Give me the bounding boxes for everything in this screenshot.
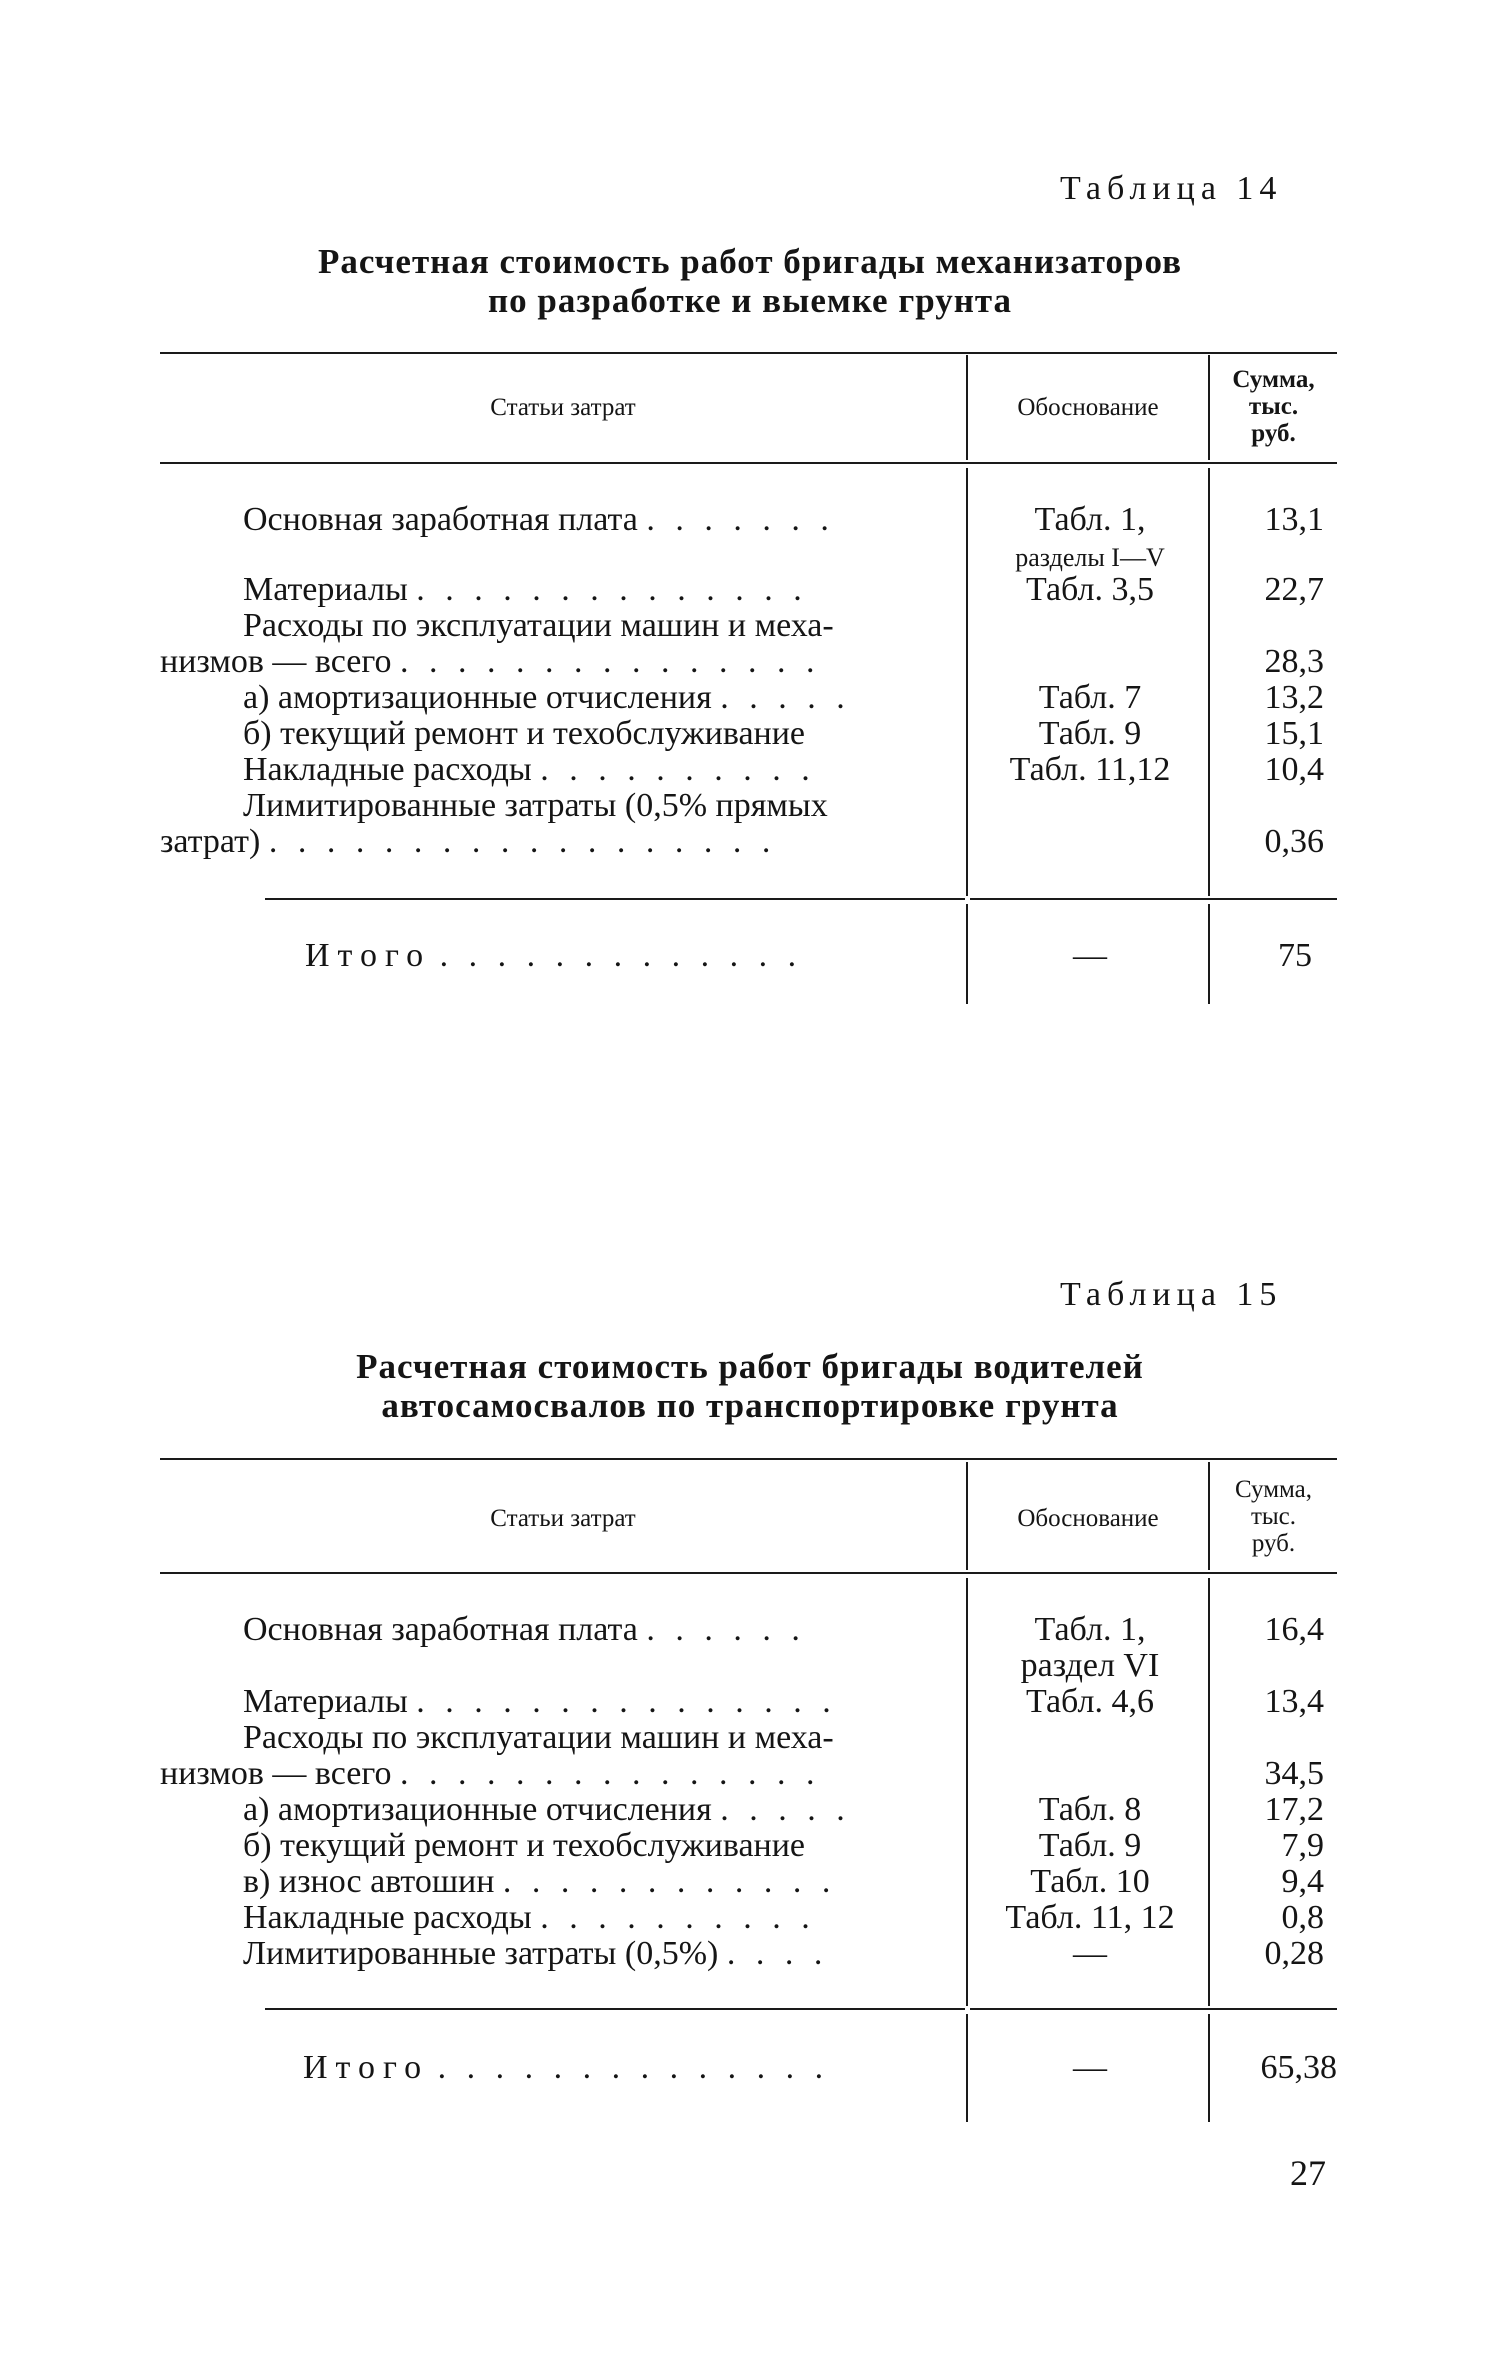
table15-header-basis: Обоснование [1017, 1505, 1159, 1532]
table14-top-rule [160, 352, 1337, 354]
table14-row: б) текущий ремонт и техобслуживание [243, 715, 806, 752]
table15-total-sum: 65,38 [1260, 2049, 1337, 2086]
table15-basis: Табл. 11, 12 [1005, 1899, 1175, 1936]
table14-row: а) амортизационные отчисления . . . . . [243, 679, 851, 716]
table14-header-rule [160, 462, 1337, 464]
page-number: 27 [1290, 2153, 1326, 2193]
table15-header-rule [160, 1572, 1337, 1574]
table14-sum: 10,4 [1264, 751, 1324, 788]
table14-basis: Табл. 7 [1038, 679, 1142, 716]
table14-sum: 13,1 [1264, 501, 1324, 538]
table15-total-rule-1 [265, 2008, 965, 2010]
table15-row: б) текущий ремонт и техобслуживание [243, 1827, 806, 1864]
table15-basis: Табл. 10 [1030, 1863, 1150, 1900]
table14-total-divider-1 [966, 904, 968, 1004]
table14-row: Материалы . . . . . . . . . . . . . . [243, 571, 808, 608]
table15-title-line1: Расчетная стоимость работ бригады водителей [356, 1347, 1144, 1386]
table15-label: Таблица 15 [1060, 1276, 1283, 1313]
table14-sum: 22,7 [1264, 571, 1324, 608]
table15-header-sum-l1: Сумма, [1234, 1476, 1313, 1503]
table15-header-item: Статьи затрат [490, 1505, 636, 1532]
table14-header-sum-l2: тыс. [1248, 393, 1299, 420]
table14-total-rule-1 [265, 898, 965, 900]
table15-row: Материалы . . . . . . . . . . . . . . . [243, 1683, 837, 1720]
table15-sum: 7,9 [1281, 1827, 1324, 1864]
table14-title-line1: Расчетная стоимость работ бригады механизаторов [317, 242, 1183, 281]
table14-total-sum: 75 [1278, 937, 1312, 974]
table14-basis: Табл. 9 [1038, 715, 1142, 752]
table15-row: а) амортизационные отчисления . . . . . [243, 1791, 851, 1828]
table14-sum: 13,2 [1264, 679, 1324, 716]
table15-row: Накладные расходы . . . . . . . . . . [243, 1899, 816, 1936]
table15-sum: 34,5 [1264, 1755, 1324, 1792]
table15-row: Основная заработная плата . . . . . . [243, 1611, 806, 1648]
table14-sum: 0,36 [1264, 823, 1324, 860]
table14-basis: Табл. 11,12 [1009, 751, 1171, 788]
table14-header-sum-l1: Сумма, [1232, 366, 1315, 393]
table14-row: Основная заработная плата . . . . . . . [243, 501, 835, 538]
table14-basis-note: разделы I—V [1015, 543, 1165, 572]
table15-title-line2: автосамосвалов по транспортировке грунта [381, 1386, 1119, 1425]
table15-row: низмов — всего . . . . . . . . . . . . . . . [160, 1755, 821, 1792]
table15-total-row: Итого . . . . . . . . . . . . . . [303, 2049, 830, 2086]
table14-sum: 15,1 [1264, 715, 1324, 752]
table15-basis: Табл. 8 [1038, 1791, 1142, 1828]
table15-body-divider-1 [966, 1578, 968, 2006]
table15-row: в) износ автошин . . . . . . . . . . . . [243, 1863, 837, 1900]
table15-basis: Табл. 4,6 [1026, 1683, 1154, 1720]
table15-basis: — [1073, 1935, 1107, 1972]
table15-sum: 16,4 [1264, 1611, 1324, 1648]
table15-row: Расходы по эксплуатации машин и меха- [243, 1719, 834, 1756]
table14-title-line2: по разработке и выемке грунта [487, 281, 1013, 320]
table14-header-sum-l3: руб. [1251, 420, 1296, 447]
table14-row: затрат) . . . . . . . . . . . . . . . . . . [160, 823, 777, 860]
table14-row: низмов — всего . . . . . . . . . . . . . . . [160, 643, 821, 680]
table14-total-basis: — [1073, 937, 1107, 974]
table14-header-basis: Обоснование [1017, 394, 1159, 421]
table14-basis: Табл. 3,5 [1026, 571, 1154, 608]
table15-total-rule-2 [970, 2008, 1337, 2010]
table14-row: Лимитированные затраты (0,5% прямых [243, 787, 828, 824]
table15-total-basis: — [1073, 2049, 1107, 2086]
table14-sum: 28,3 [1264, 643, 1324, 680]
table15-sum: 0,8 [1281, 1899, 1324, 1936]
table14-row: Расходы по эксплуатации машин и меха- [243, 607, 834, 644]
table15-top-rule [160, 1458, 1337, 1460]
table14-total-rule-2 [970, 898, 1337, 900]
table15-header-sum-l3: руб. [1251, 1530, 1296, 1557]
table15-row: Лимитированные затраты (0,5%) . . . . [243, 1935, 829, 1972]
table15-basis-note: раздел VI [1020, 1647, 1160, 1684]
table15-sum: 9,4 [1281, 1863, 1324, 1900]
table15-total-divider-1 [966, 2014, 968, 2122]
table14-label: Таблица 14 [1060, 170, 1283, 207]
table15-basis: Табл. 9 [1038, 1827, 1142, 1864]
table14-header-item: Статьи затрат [490, 394, 636, 421]
table14-body-divider-1 [966, 468, 968, 896]
table14-basis: Табл. 1, [1034, 501, 1146, 538]
table15-sum: 13,4 [1264, 1683, 1324, 1720]
table15-sum: 17,2 [1264, 1791, 1324, 1828]
table14-row: Накладные расходы . . . . . . . . . . [243, 751, 816, 788]
table15-basis: Табл. 1, [1034, 1611, 1146, 1648]
table14-total-row: Итого . . . . . . . . . . . . . [305, 937, 803, 974]
table15-sum: 0,28 [1264, 1935, 1324, 1972]
table15-header-sum-l2: тыс. [1250, 1503, 1297, 1530]
